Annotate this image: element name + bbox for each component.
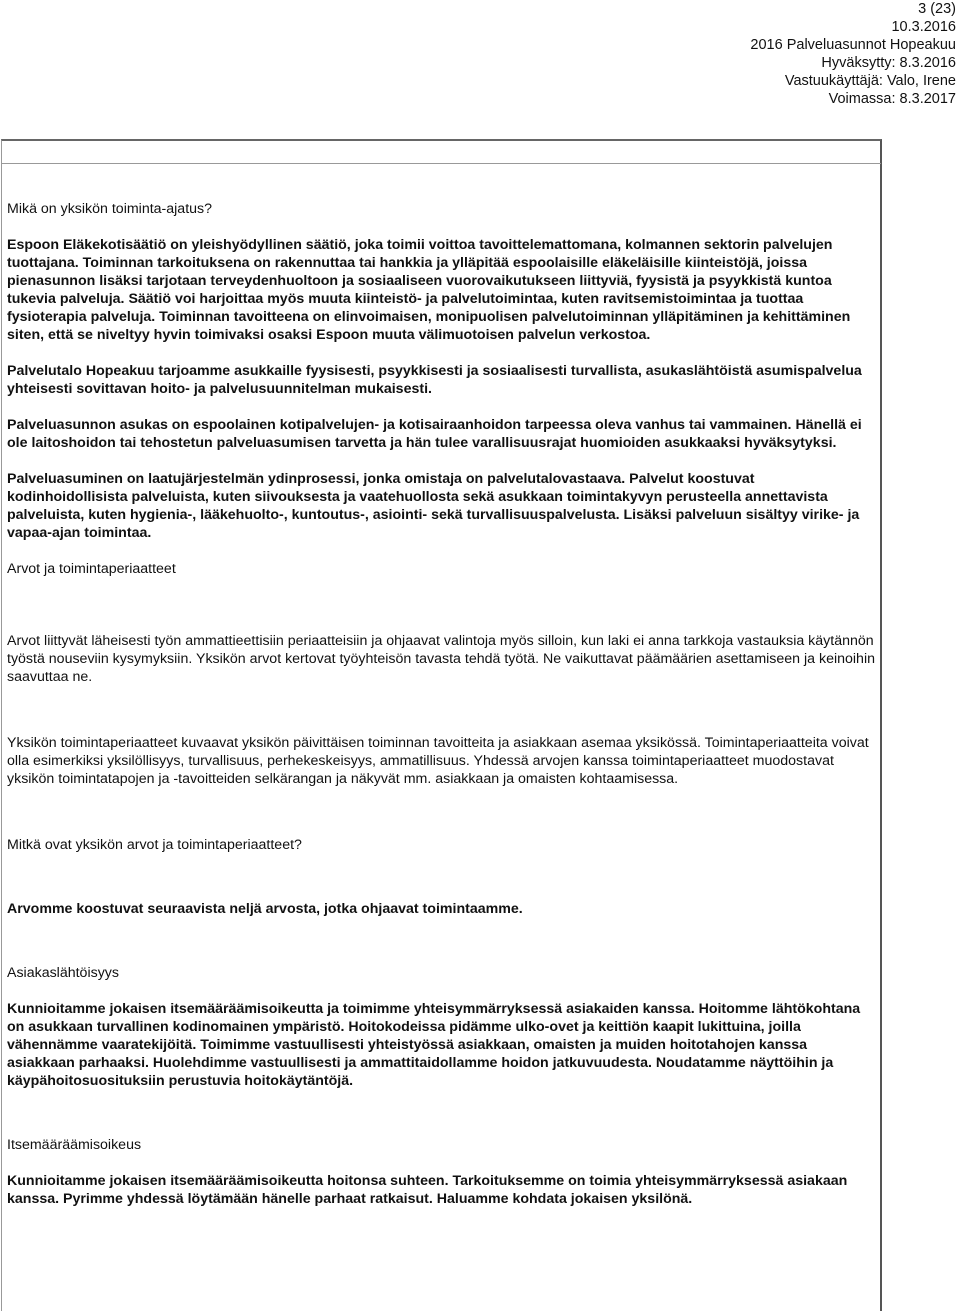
values-paragraph-2: Yksikön toimintaperiaatteet kuvaavat yksikön päivittäisen toiminnan tavoitteita ja asiakkaan asemaa yksikössä. Toimintaperiaatteita voivat olla esimerkiksi yksilöllisyys, turvallisuus, perhekeskeisyys, ammatillisuus. Yhdessä arvojen kanssa toimintaperiaatteet muodostavat yksikön toimintatapojen ja -tavoitteiden selkärangan ja näkyvät mm. asiakkaan ja omaisten kohtaamisessa. xyxy=(7,735,869,787)
question-mission: Mikä on yksikön toiminta-ajatus? xyxy=(7,201,213,217)
mission-paragraph-4: Palveluasuminen on laatujärjestelmän ydinprosessi, jonka omistaja on palvelutalovastaava. Palvelut koostuvat kodinhoidollisista palveluista, kuten siivouksesta ja vaatehuollosta sekä asukkaan toimintakyvyn perusteella annettavista palveluista, kuten hygienia-, lääkehuolto-, kuntoutus-, asiointi- sekä turvallisuuspalvelusta. Lisäksi palveluun sisältyy virike- ja vapaa-ajan toimintaa. xyxy=(7,471,860,541)
valid-until: Voimassa: 8.3.2017 xyxy=(828,91,956,107)
mission-paragraph-1: Espoon Eläkekotisäätiö on yleishyödyllinen säätiö, joka toimii voittoa tavoittelemattomana, kolmannen sektorin palvelujen tuottajana. Toiminnan tarkoituksena on rakennuttaa tai hankkia ja ylläpitää espoolaisille eläkeläisille kiinteistöjä, joissa pienasunnon lisäksi tarjotaan terveydenhuoltoon ja sosiaaliseen vuorovaikutukseen liittyviä, fyysistä ja psyykkistä kuntoa tukevia palveluja. Säätiö voi harjoittaa myös muuta kiinteistö- ja palvelutoimintaa, kuten ravitsemistoimintaa ja tuottaa fysioterapia palveluja. Toiminnan tavoitteena on elinvoimaisen, monipuolisen palvelutoiminnan ylläpitäminen ja kehittäminen siten, että se niveltyy hyvin toimivaksi osaksi Espoon muuta välimuotoisen palvelun verkostoa. xyxy=(7,237,851,343)
question-values: Mitkä ovat yksikön arvot ja toimintaperiaatteet? xyxy=(7,837,302,853)
value-1-text: Kunnioitamme jokaisen itsemääräämisoikeutta ja toimimme yhteisymmärryksessä asiakaiden kanssa. Hoitomme lähtökohtana on asukkaan turvallinen kodinomainen ympäristö. Hoitokodeissa pidämme ulko-ovet ja keittiön kaapit lukittuina, joilla vähennämme vaaratekijöitä. Toimimme vastuullisesti yhteistyössä asiakkaan, omaisten ja muiden hoitotahojen kanssa asiakkaan parhaaksi. Huolehdimme vastuullisesti ja ammattitaidollamme hoidon jatkuvuudesta. Noudatamme näyttöihin ja käypähoitosuosituksiin perustuvia hoitokäytäntöjä. xyxy=(7,1001,861,1089)
mission-paragraph-2: Palvelutalo Hopeakuu tarjoamme asukkaille fyysisesti, psyykkisesti ja sosiaalisesti turvallista, asukaslähtöistä asumispalvelua yhteisesti sovittavan hoito- ja palvelusuunnitelman mukaisesti. xyxy=(7,363,862,397)
frame-divider xyxy=(1,163,881,164)
document-title: 2016 Palveluasunnot Hopeakuu xyxy=(750,37,956,53)
values-answer: Arvomme koostuvat seuraavista neljä arvosta, jotka ohjaavat toimintaamme. xyxy=(7,901,523,917)
approved-date: Hyväksytty: 8.3.2016 xyxy=(821,55,956,71)
value-1-heading: Asiakaslähtöisyys xyxy=(7,965,119,981)
value-2-heading: Itsemääräämisoikeus xyxy=(7,1137,142,1153)
mission-paragraph-3: Palveluasunnon asukas on espoolainen kotipalvelujen- ja kotisairaanhoidon tarpeessa oleva vanhus tai vammainen. Hänellä ei ole laitoshoidon tai tehostetun palveluasumisen tarvetta ja hän tulee varallisuusrajat huomioiden asukkaaksi hyväksytyksi. xyxy=(7,417,862,451)
values-heading: Arvot ja toimintaperiaatteet xyxy=(7,561,176,577)
document-body xyxy=(7,200,875,1208)
values-paragraph-1: Arvot liittyvät läheisesti työn ammattieettisiin periaatteisiin ja ohjaavat valintoja myös silloin, kun laki ei anna tarkkoja vastauksia käytännön työstä nouseviin kysymyksiin. Yksikön arvot kertovat työyhteisön tavasta tehdä työtä. Ne vaikuttavat päämäärien asettamiseen ja keinoihin saavuttaa ne. xyxy=(7,633,875,685)
page-header xyxy=(750,0,956,108)
page-number: 3 (23) xyxy=(918,1,956,17)
document-date: 10.3.2016 xyxy=(891,19,956,35)
responsible-user: Vastuukäyttäjä: Valo, Irene xyxy=(784,73,956,89)
value-2-text: Kunnioitamme jokaisen itsemääräämisoikeutta hoitonsa suhteen. Tarkoituksemme on toimia yhteisymmärryksessä asiakaan kanssa. Pyrimme yhdessä löytämään hänelle parhaat ratkaisut. Haluamme kohdata jokaisen yksilönä. xyxy=(7,1173,848,1207)
